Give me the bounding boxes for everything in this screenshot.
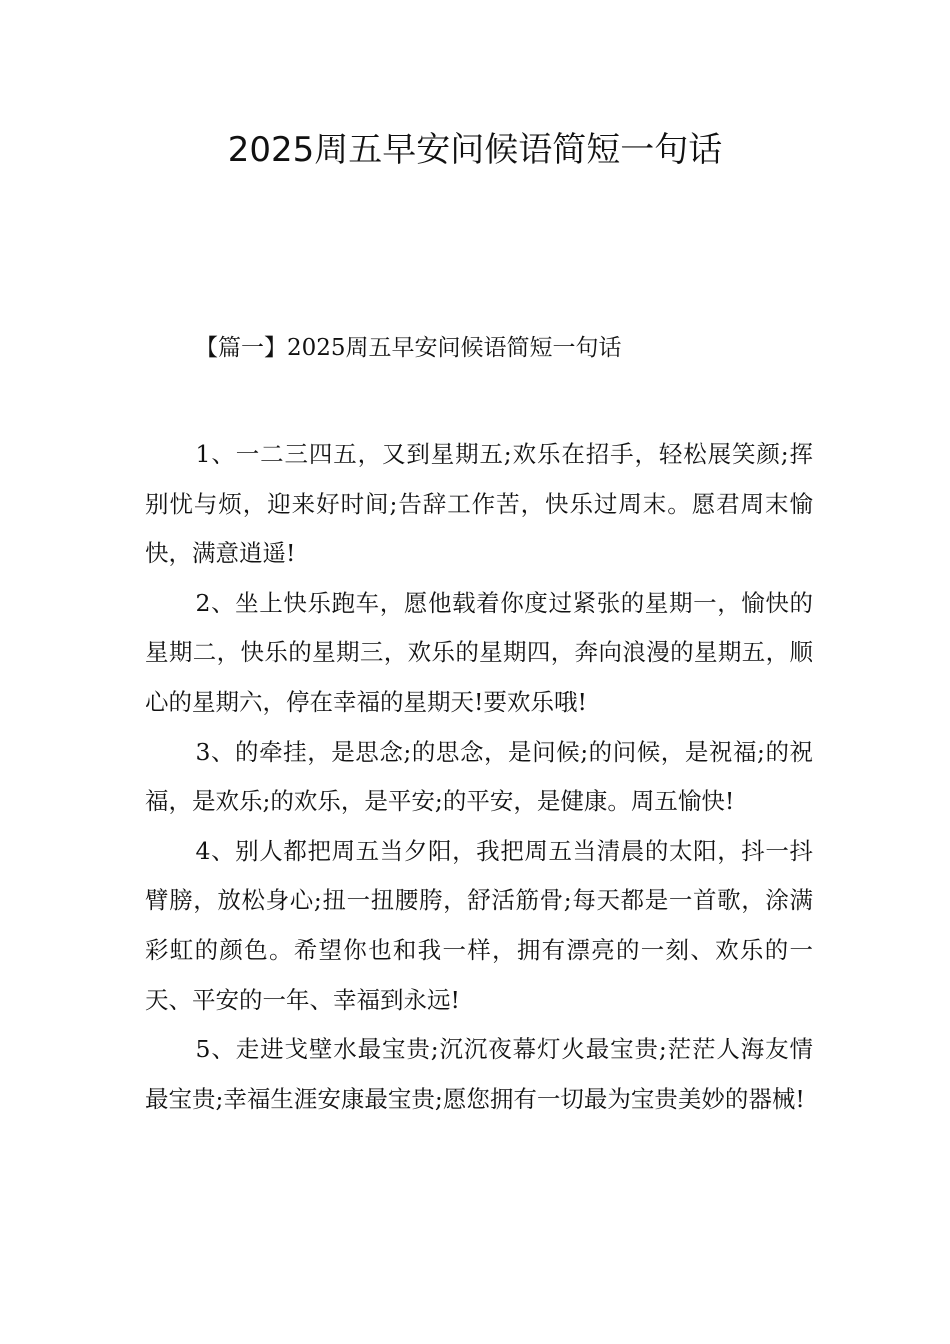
paragraph-2: 2、坐上快乐跑车，愿他载着你度过紧张的星期一，愉快的星期二，快乐的星期三，欢乐的星期四，奔向浪漫的星期五，顺心的星期六，停在幸福的星期天!要欢乐哦! [145,588,813,716]
paragraph-1: 1、一二三四五，又到星期五;欢乐在招手，轻松展笑颜;挥别忧与烦，迎来好时间;告辞工作苦，快乐过周末。愿君周末愉快，满意逍遥! [145,440,813,568]
document-body [145,430,813,1124]
section-heading: 【篇一】2025周五早安问候语简短一句话 [195,335,622,361]
paragraph-3: 3、的牵挂，是思念;的思念，是问候;的问候，是祝福;的祝福，是欢乐;的欢乐，是平安;的平安，是健康。周五愉快! [145,737,813,816]
document-title: 2025周五早安问候语简短一句话 [227,130,723,170]
paragraph-4: 4、别人都把周五当夕阳，我把周五当清晨的太阳，抖一抖臂膀，放松身心;扭一扭腰胯，舒活筋骨;每天都是一首歌，涂满彩虹的颜色。希望你也和我一样，拥有漂亮的一刻、欢乐的一天、平安的一年、幸福到永远! [145,836,813,1014]
paragraph-5: 5、走进戈壁水最宝贵;沉沉夜幕灯火最宝贵;茫茫人海友情最宝贵;幸福生涯安康最宝贵;愿您拥有一切最为宝贵美妙的器械! [145,1035,813,1113]
